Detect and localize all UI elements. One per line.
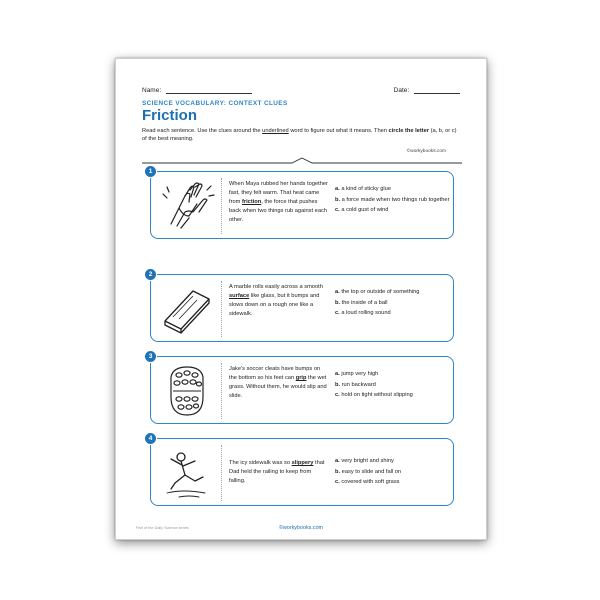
option-letter[interactable]: b.: [335, 381, 341, 388]
instructions-underlined: underlined: [262, 128, 289, 134]
option-b[interactable]: [335, 381, 450, 389]
option-letter[interactable]: a.: [335, 289, 340, 295]
question-number-badge: 2: [144, 268, 157, 281]
sentence-text: When Maya rubbed her hands together fast, they felt warm. That heat came from: [229, 181, 328, 205]
context-sentence: [229, 180, 329, 225]
option-c[interactable]: [335, 478, 450, 486]
option-text: a loud rolling sound: [341, 310, 391, 317]
option-c[interactable]: [335, 309, 450, 317]
option-text: covered with soft grass: [341, 479, 400, 486]
instructions-text-2: word to figure out what it means. Then: [288, 128, 389, 134]
option-letter[interactable]: a.: [335, 371, 340, 377]
vocab-word: surface: [229, 293, 250, 299]
vocab-word: friction: [241, 199, 262, 205]
cleat-sole-icon: [159, 363, 215, 419]
sentence-text: The icy sidewalk was so: [229, 460, 292, 466]
context-sentence: [229, 459, 329, 486]
question-card-2: [148, 271, 454, 342]
sentence-text: A marble rolls easily across a smooth: [229, 284, 323, 290]
option-letter[interactable]: c.: [335, 310, 340, 317]
brand-text: ©workybooks.com: [406, 149, 446, 154]
option-letter[interactable]: b.: [335, 468, 341, 475]
slipping-person-icon: [159, 445, 215, 501]
glass-block-icon: [159, 281, 215, 337]
name-date-row: [142, 87, 460, 94]
instructions-text-3: (a, b, or c) of the best meaning.: [142, 128, 457, 143]
sentence-text: that Dad held the railing to keep from falling.: [229, 460, 325, 484]
answer-options: [335, 288, 450, 320]
page-title: Friction: [142, 107, 197, 124]
option-letter[interactable]: c.: [335, 479, 340, 486]
vocab-word: slippery: [291, 460, 314, 466]
option-c[interactable]: [335, 206, 450, 214]
option-letter[interactable]: b.: [335, 196, 341, 203]
date-field: [394, 87, 460, 94]
option-text: run backward: [341, 381, 376, 388]
answer-options: [335, 370, 450, 402]
date-label: Date:: [393, 87, 410, 94]
option-b[interactable]: [335, 468, 450, 476]
sentence-text: like glass, but it bumps and slows down on a rough one like a sidewalk.: [229, 293, 320, 317]
option-text: hold on tight without slipping: [341, 392, 413, 399]
name-line[interactable]: [166, 87, 252, 94]
option-text: the top or outside of something: [341, 289, 420, 295]
name-label: Name:: [142, 87, 162, 94]
option-letter[interactable]: a.: [335, 458, 340, 464]
instructions-text-1: Read each sentence. Use the clues around the: [142, 128, 263, 134]
option-text: very bright and shiny: [341, 458, 394, 464]
option-letter[interactable]: b.: [335, 299, 341, 306]
option-c[interactable]: [335, 391, 450, 399]
option-b[interactable]: [335, 299, 450, 307]
card-divider: [221, 178, 222, 234]
worksheet-page: [115, 58, 487, 540]
section-divider: [142, 157, 462, 167]
footer-brand-link[interactable]: ©workybooks.com: [278, 525, 324, 531]
option-text: a force made when two things rub together: [341, 196, 450, 203]
rubbing-hands-icon: [159, 178, 215, 234]
sentence-text: Jake's soccer cleats have bumps on the bottom so his feet can: [229, 366, 321, 381]
instructions: [142, 127, 462, 144]
context-sentence: [229, 365, 329, 401]
option-a[interactable]: [335, 185, 450, 193]
option-letter[interactable]: a.: [335, 186, 340, 192]
option-b[interactable]: [335, 196, 450, 204]
option-a[interactable]: [335, 288, 450, 296]
answer-options: [335, 185, 450, 217]
option-letter[interactable]: c.: [335, 392, 340, 399]
answer-options: [335, 457, 450, 489]
card-divider: [221, 445, 222, 501]
option-text: easy to slide and fall on: [341, 468, 402, 475]
question-card-1: [148, 168, 454, 239]
card-divider: [221, 281, 222, 337]
option-text: jump very high: [341, 371, 379, 377]
date-line[interactable]: [414, 87, 460, 94]
option-letter[interactable]: c.: [335, 207, 340, 214]
option-text: a cold gust of wind: [341, 207, 389, 214]
question-number-badge: 1: [144, 165, 157, 178]
vocab-word: grip: [295, 375, 307, 381]
series-kicker: SCIENCE VOCABULARY: CONTEXT CLUES: [142, 100, 288, 107]
footer-series-note: Part of the Daily Science series: [136, 526, 189, 530]
sentence-text: , the force that pushes back when two things rub against each other.: [229, 199, 328, 223]
question-number-badge: 3: [144, 350, 157, 363]
sentence-text: the wet grass. Without them, he would slip and slide.: [229, 375, 327, 399]
option-a[interactable]: [335, 457, 450, 465]
card-divider: [221, 363, 222, 419]
question-card-4: [148, 435, 454, 506]
instructions-bold: circle the letter: [388, 128, 429, 134]
option-text: a kind of sticky glue: [341, 186, 391, 192]
option-text: the inside of a ball: [341, 299, 388, 306]
question-card-3: [148, 353, 454, 424]
context-sentence: [229, 283, 329, 319]
option-a[interactable]: [335, 370, 450, 378]
question-number-badge: 4: [144, 432, 157, 445]
